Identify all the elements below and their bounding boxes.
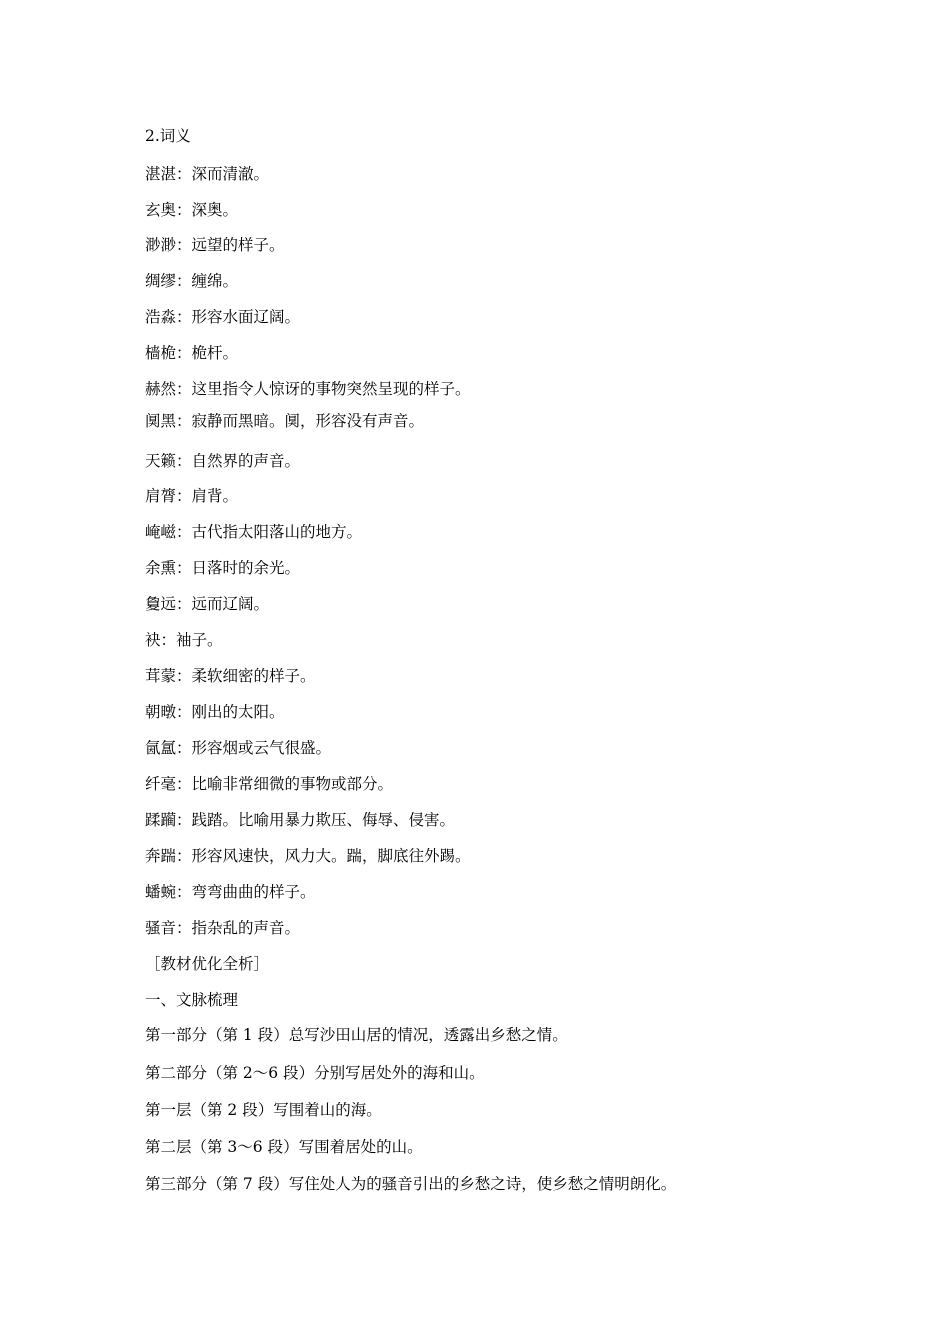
definition-line: 赫然：这里指令人惊讶的事物突然呈现的样子。: [145, 380, 471, 398]
definition-line: 阒黑：寂静而黑暗。阒，形容没有声音。: [145, 412, 425, 430]
subsection-heading-structure: 一、文脉梳理: [145, 991, 239, 1009]
definition-line: 敻远：远而辽阔。: [145, 595, 270, 613]
definition-line: 浩淼：形容水面辽阔。: [145, 308, 301, 326]
definition-line: 渺渺：远望的样子。: [145, 236, 285, 254]
definition-line: 玄奥：深奥。: [145, 201, 239, 219]
definition-line: 朝暾：刚出的太阳。: [145, 703, 285, 721]
definition-line: 骚音：指杂乱的声音。: [145, 919, 301, 937]
section-heading-textbook-analysis: ［教材优化全析］: [145, 955, 270, 973]
definition-line: 余熏：日落时的余光。: [145, 559, 301, 577]
outline-line: 第二部分（第 2～6 段）分别写居处外的海和山。: [145, 1064, 485, 1082]
outline-line: 第三部分（第 7 段）写住处人为的骚音引出的乡愁之诗，使乡愁之情明朗化。: [145, 1175, 677, 1193]
definition-line: 奔踹：形容风速快，风力大。踹，脚底往外踢。: [145, 847, 471, 865]
definition-line: 绸缪：缠绵。: [145, 272, 239, 290]
outline-line: 第二层（第 3～6 段）写围着居处的山。: [145, 1138, 423, 1156]
definition-line: 肩膂：肩背。: [145, 487, 239, 505]
definition-line: 纤毫：比喻非常细微的事物或部分。: [145, 775, 394, 793]
definition-line: 氤氲：形容烟或云气很盛。: [145, 739, 332, 757]
outline-line: 第一部分（第 1 段）总写沙田山居的情况，透露出乡愁之情。: [145, 1026, 568, 1044]
definition-line: 天籁：自然界的声音。: [145, 452, 301, 470]
definition-line: 樯桅：桅杆。: [145, 344, 239, 362]
definition-line: 蟠蜿：弯弯曲曲的样子。: [145, 883, 316, 901]
definition-line: 蹂躏：践踏。比喻用暴力欺压、侮辱、侵害。: [145, 811, 456, 829]
section-heading-word-meaning: 2.词义: [145, 127, 191, 145]
outline-line: 第一层（第 2 段）写围着山的海。: [145, 1101, 382, 1119]
definition-line: 崦嵫：古代指太阳落山的地方。: [145, 523, 363, 541]
definition-line: 湛湛：深而清澈。: [145, 165, 270, 183]
definition-line: 袂：袖子。: [145, 631, 223, 649]
definition-line: 茸蒙：柔软细密的样子。: [145, 667, 316, 685]
